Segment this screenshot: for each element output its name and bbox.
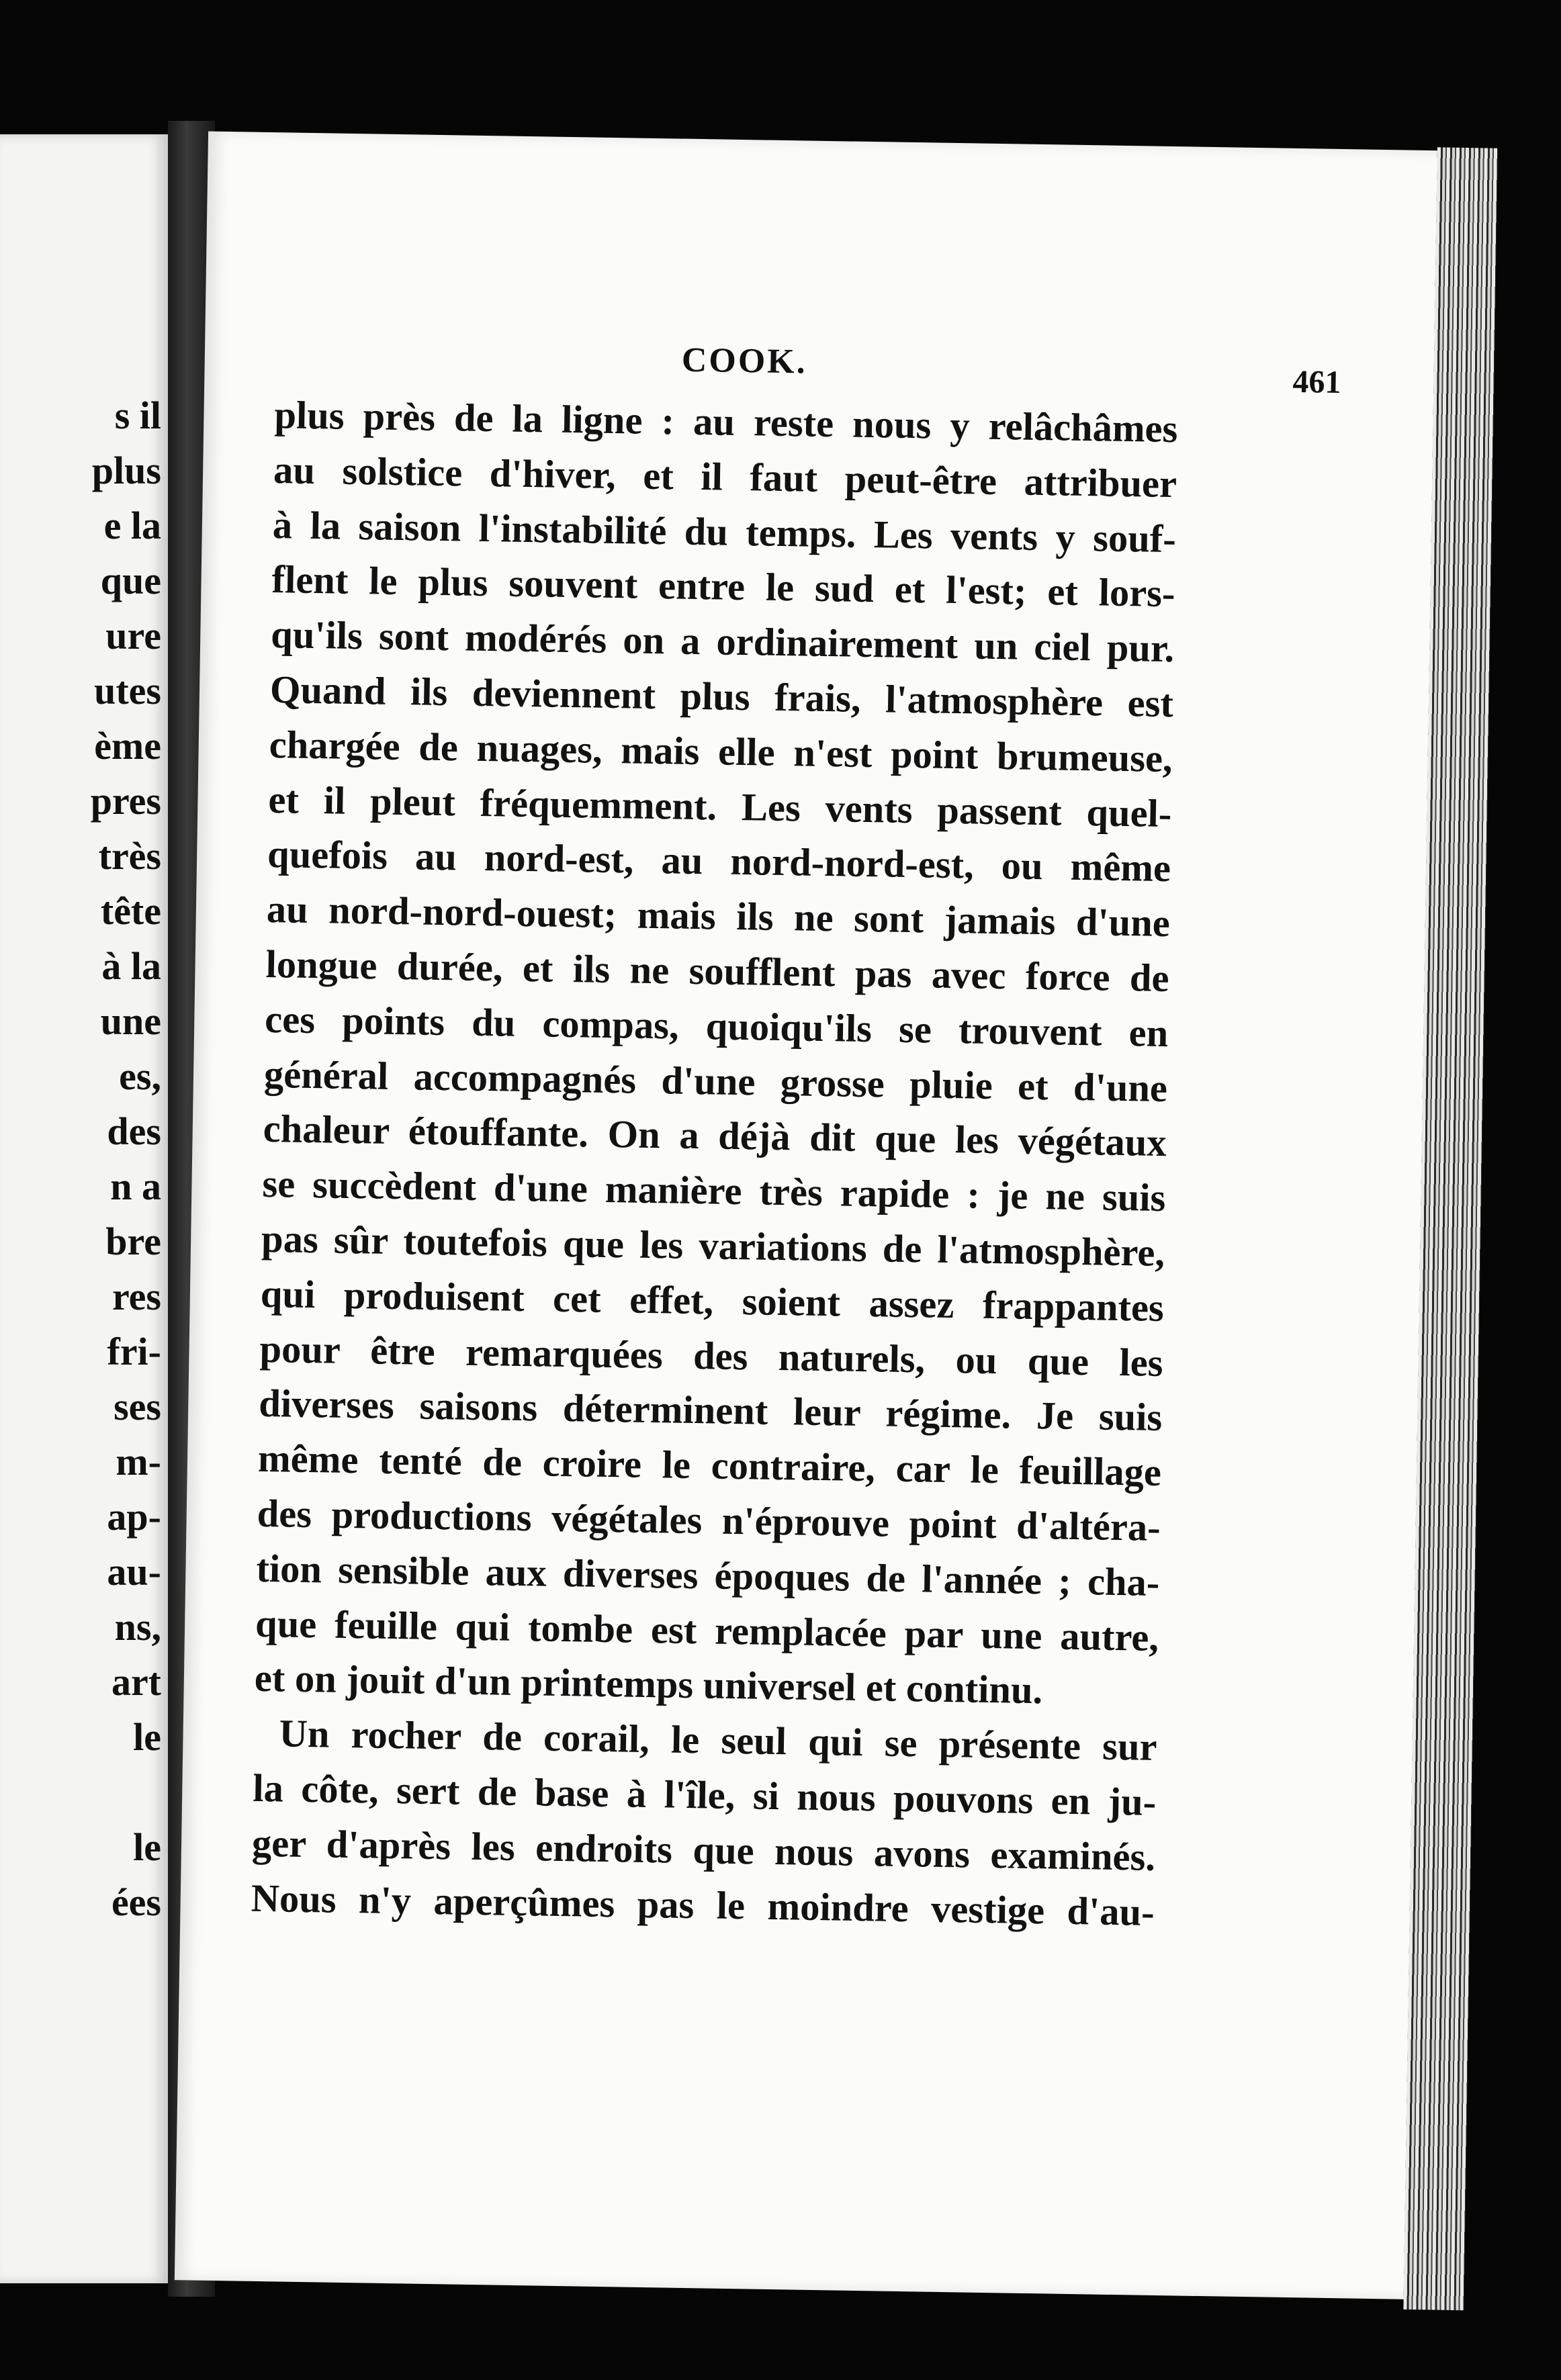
left-line-fragment: m-: [116, 1440, 161, 1483]
text-line: qui produisent cet effet, soient assez frappantes: [260, 1271, 1165, 1330]
left-line-fragment: res: [112, 1275, 161, 1318]
previous-page-edge: [0, 134, 169, 2283]
left-line-fragment: es,: [119, 1054, 161, 1098]
text-line: longue durée, et ils ne soufflent pas avec force de: [265, 942, 1169, 1001]
left-line-fragment: ème: [94, 724, 161, 768]
text-line: la côte, sert de base à l'île, si nous pouvons en ju-: [252, 1766, 1157, 1824]
page-number: 461: [1292, 363, 1341, 401]
left-line-fragment: fri-: [107, 1330, 161, 1373]
left-line-fragment: utes: [94, 669, 161, 713]
text-line: Quand ils deviennent plus frais, l'atmosphère est: [269, 668, 1174, 726]
text-line: à la saison l'instabilité du temps. Les vents y souf-: [272, 502, 1177, 561]
text-line: flent le plus souvent entre le sud et l'est; et lors-: [271, 557, 1175, 616]
text-line: même tenté de croire le contraire, car le feuillage: [257, 1436, 1162, 1495]
left-line-fragment: ns,: [114, 1605, 161, 1649]
text-line: chargée de nuages, mais elle n'est point brumeuse,: [269, 722, 1173, 780]
left-line-fragment: le: [133, 1715, 161, 1759]
text-line: se succèdent d'une manière très rapide : je ne suis: [261, 1162, 1166, 1220]
left-line-fragment: ses: [114, 1385, 161, 1428]
text-line: des productions végétales n'éprouve point d'altéra-: [257, 1491, 1161, 1549]
left-line-fragment: s il: [114, 394, 161, 437]
left-line-fragment: une: [100, 999, 161, 1043]
text-line: ger d'après les endroits que nous avons examinés.: [251, 1821, 1156, 1879]
text-line: ces points du compas, quoiqu'ils se trouvent en: [264, 997, 1169, 1055]
running-title: COOK.: [681, 340, 808, 381]
text-line: pour être remarquées des naturels, ou que les: [259, 1326, 1163, 1385]
text-line: plus près de la ligne : au reste nous y relâchâmes: [273, 393, 1178, 451]
left-line-fragment: des: [107, 1109, 161, 1153]
text-line: Un rocher de corail, le seul qui se présente sur: [279, 1711, 1158, 1770]
left-line-fragment: n a: [110, 1164, 161, 1208]
left-line-fragment: e la: [103, 504, 161, 547]
text-line: au nord-nord-ouest; mais ils ne sont jamais d'une: [266, 887, 1171, 946]
left-line-fragment: ure: [105, 614, 161, 657]
body-text: [251, 387, 1178, 1939]
left-line-fragment: que: [100, 559, 161, 602]
left-line-fragment: à la: [101, 944, 161, 988]
text-line: qu'ils sont modérés on a ordinairement un ciel pur.: [270, 612, 1175, 671]
left-line-fragment: ées: [111, 1880, 161, 1924]
text-line: général accompagnés d'une grosse pluie et d'une: [263, 1052, 1168, 1110]
left-line-fragment: tête: [100, 889, 161, 933]
left-line-fragment: ap-: [107, 1495, 161, 1539]
text-line: au solstice d'hiver, et il faut peut-être attribuer: [273, 447, 1177, 506]
left-line-fragment: bre: [105, 1220, 161, 1263]
left-line-fragment: le: [133, 1825, 161, 1869]
text-line: diverses saisons déterminent leur régime. Je suis: [258, 1381, 1163, 1440]
left-line-fragment: plus: [91, 449, 161, 492]
book-page: [175, 131, 1451, 2299]
text-line: et il pleut fréquemment. Les vents passent quel-: [267, 777, 1172, 835]
text-line: pas sûr toutefois que les variations de l'atmosphère,: [261, 1216, 1165, 1275]
left-line-fragment: pres: [90, 779, 161, 823]
text-line: que feuille qui tombe est remplacée par une autre,: [255, 1601, 1159, 1659]
text-line: chaleur étouffante. On a déjà dit que les végétaux: [263, 1107, 1167, 1165]
left-line-fragment: très: [98, 834, 161, 878]
left-line-fragment: art: [111, 1660, 161, 1704]
text-line: et on jouit d'un printemps universel et continu.: [254, 1656, 1043, 1712]
text-line: quefois au nord-est, au nord-nord-est, ou même: [267, 832, 1171, 890]
left-line-fragment: au-: [107, 1550, 161, 1594]
text-line: tion sensible aux diverses époques de l'année ; cha-: [256, 1546, 1160, 1604]
text-line: Nous n'y aperçûmes pas le moindre vestige d'au-: [251, 1876, 1155, 1934]
